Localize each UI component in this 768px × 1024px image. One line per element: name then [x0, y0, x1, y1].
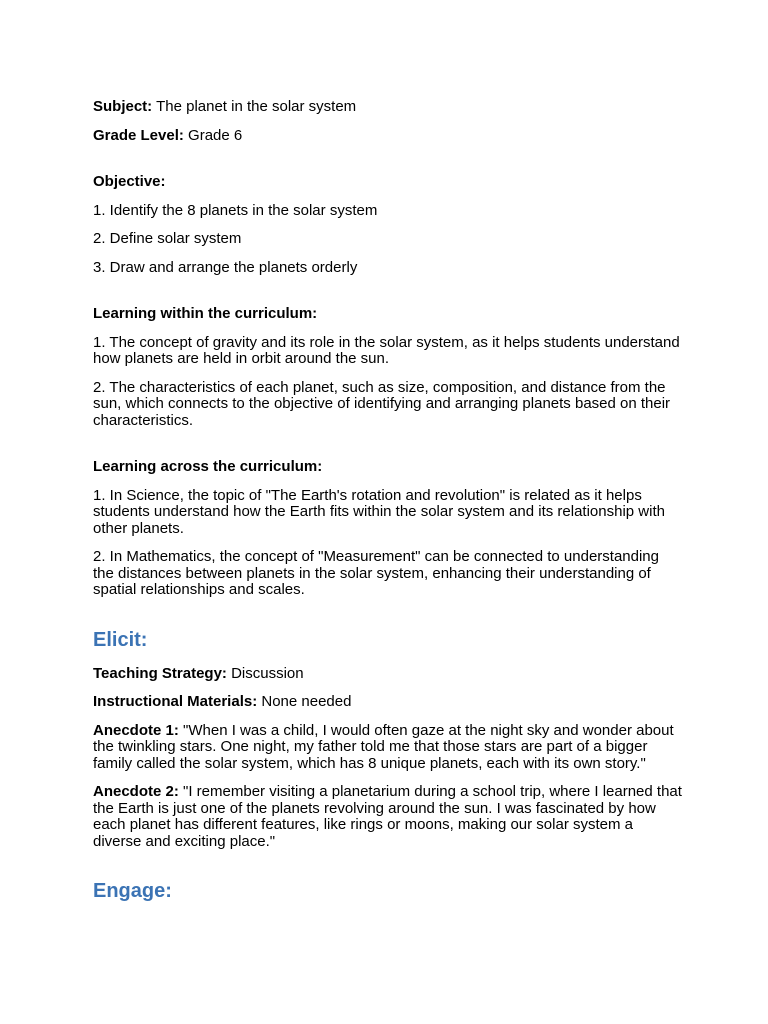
objective-item: 2. Define solar system: [93, 230, 242, 247]
elicit-heading: Elicit:: [93, 628, 148, 651]
teaching-strategy-value: Discussion: [226, 664, 304, 682]
spacer: [93, 288, 683, 306]
instructional-materials-value: None needed: [257, 693, 352, 710]
learning-within-heading: Learning within the curriculum:: [93, 305, 318, 322]
spacer: [93, 611, 683, 629]
learning-across-item: 1. In Science, the topic of "The Earth's rotation and revolution" is related as it helps students understand how the Earth fits within the solar system and its relationship with other planets.: [93, 486, 665, 537]
grade-level-label: Grade Level:: [93, 126, 184, 144]
spacer: [93, 441, 683, 459]
objective-heading: Objective:: [93, 173, 166, 190]
anecdote-2-label: Anecdote 2:: [93, 783, 179, 800]
teaching-strategy-line: [93, 666, 683, 683]
objective-item: 1. Identify the 8 planets in the solar system: [93, 201, 378, 219]
learning-within-item: 1. The concept of gravity and its role in the solar system, as it helps students understand how planets are held in orbit around the sun.: [93, 333, 680, 367]
instructional-materials-line: [93, 694, 683, 711]
objective-item: 3. Draw and arrange the planets orderly: [93, 258, 358, 276]
learning-across-item: 2. In Mathematics, the concept of "Measurement" can be connected to understanding the distances between planets in the solar system, enhancing their understanding of spatial relationships and scales.: [93, 548, 659, 598]
engage-heading: Engage:: [93, 880, 172, 902]
learning-across-heading: Learning across the curriculum:: [93, 458, 323, 475]
anecdote-1: [93, 723, 683, 773]
anecdote-1-label: Anecdote 1:: [93, 721, 179, 739]
instructional-materials-label: Instructional Materials:: [93, 693, 258, 710]
anecdote-2: [93, 784, 683, 850]
grade-level-value: Grade 6: [183, 126, 243, 144]
spacer: [93, 156, 683, 174]
lesson-plan-page: [93, 99, 683, 917]
grade-level-line: [93, 128, 683, 145]
anecdote-2-text: "I remember visiting a planetarium during a school trip, where I learned that the Earth is just one of the planets revolving around the sun. I was fascinated by how each planet has different features, like rings or moons, making our solar system a diverse and exciting place.": [93, 783, 682, 850]
teaching-strategy-label: Teaching Strategy:: [93, 664, 227, 682]
subject-line: [93, 99, 683, 116]
subject-value: The planet in the solar system: [152, 98, 357, 115]
anecdote-1-text: "When I was a child, I would often gaze at the night sky and wonder about the twinkling stars. One night, my father told me that those stars are part of a bigger family called the solar system, which has 8 unique planets, each with its own story.": [93, 721, 674, 772]
subject-label: Subject:: [93, 98, 153, 115]
learning-within-item: 2. The characteristics of each planet, such as size, composition, and distance from the sun, which connects to the objective of identifying and arranging planets based on their characteristics.: [93, 378, 671, 429]
spacer: [93, 862, 683, 880]
